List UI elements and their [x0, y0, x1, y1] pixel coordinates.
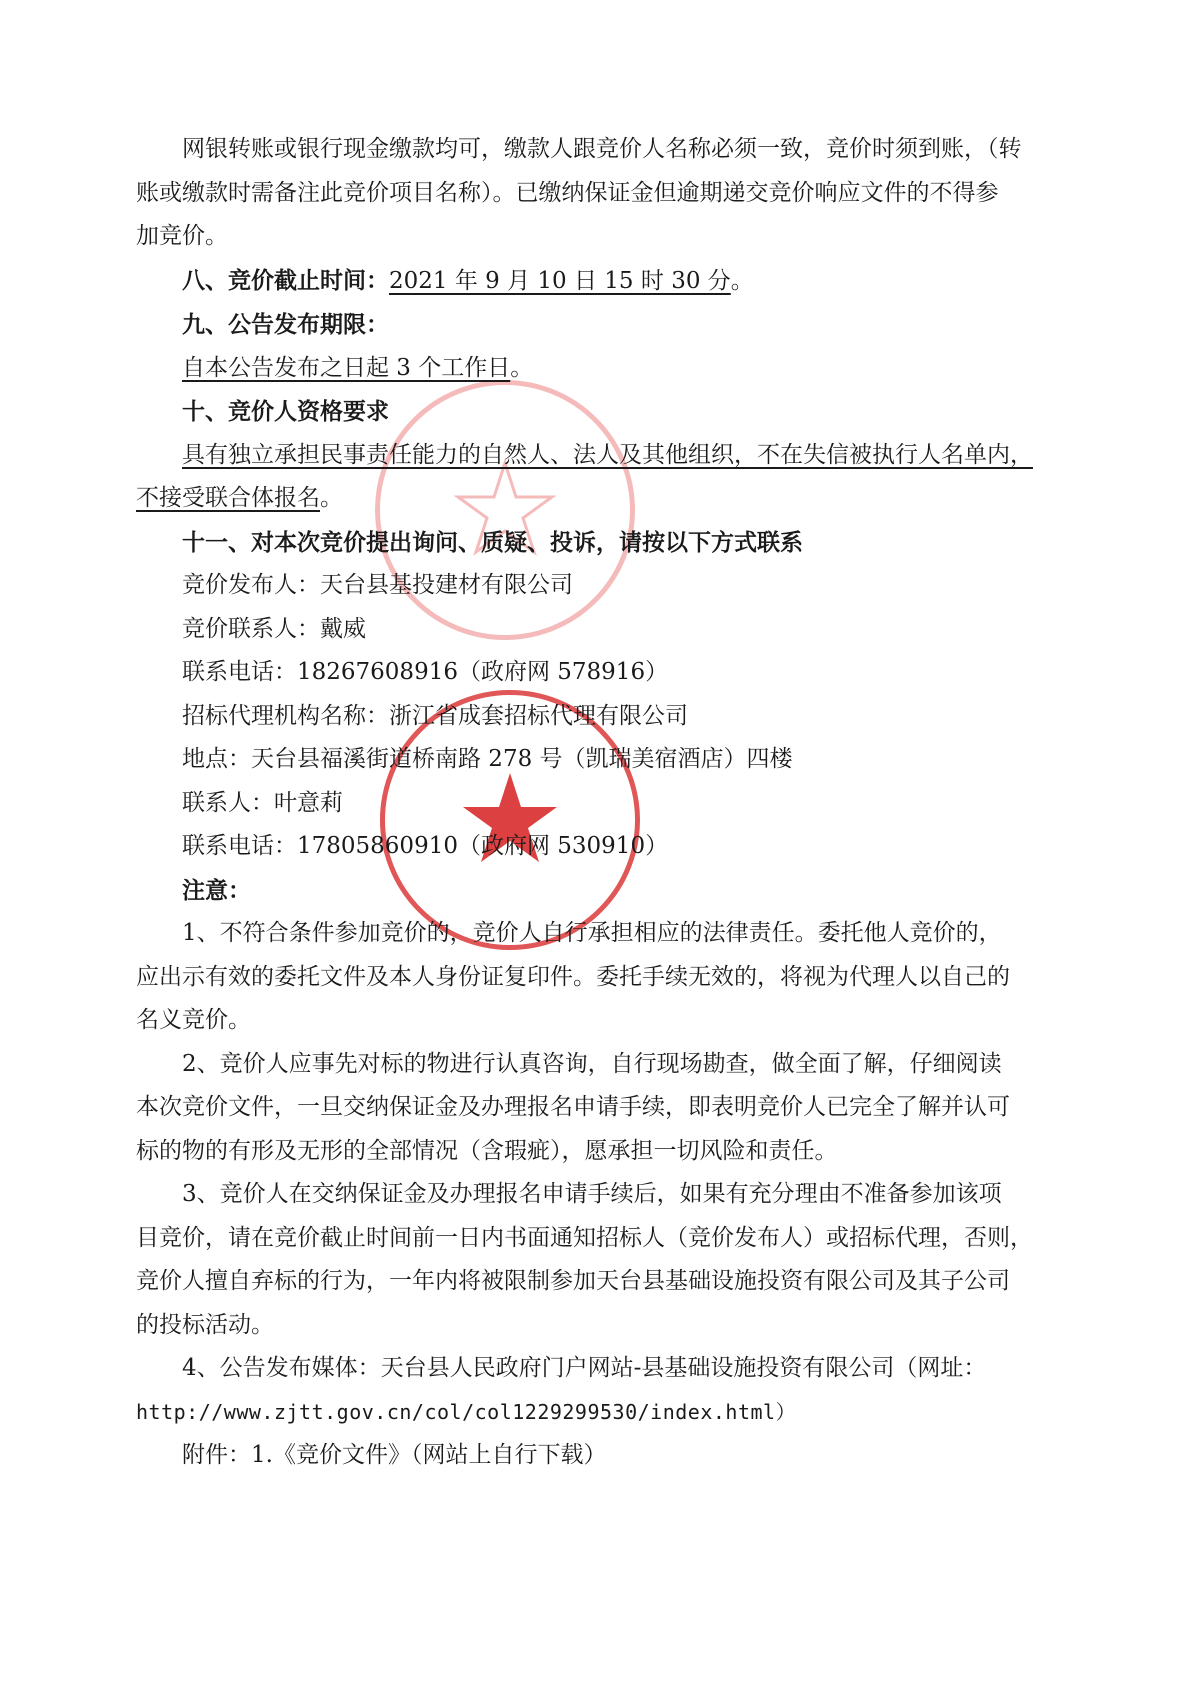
- phone-line: 联系电话：18267608916（政府网 578916）: [182, 659, 669, 685]
- paragraph-line: 网银转账或银行现金缴款均可，缴款人跟竞价人名称必须一致，竞价时须到账，（转: [182, 136, 1022, 162]
- note-line: 3、竞价人在交纳保证金及办理报名申请手续后，如果有充分理由不准备参加该项: [182, 1181, 1002, 1207]
- qualification-text: 具有独立承担民事责任能力的自然人、法人及其他组织，不在失信被执行人名单内，: [182, 441, 1033, 468]
- note-line: 的投标活动。: [136, 1311, 274, 1338]
- note-line: 应出示有效的委托文件及本人身份证复印件。委托手续无效的，将视为代理人以自己的: [136, 963, 1010, 990]
- deadline-value: 2021 年 9 月 10 日 15 时 30 分: [389, 267, 731, 294]
- contact-line: 竞价联系人：戴威: [182, 615, 366, 642]
- website-url[interactable]: http://www.zjtt.gov.cn/col/col1229299530/index.html）: [136, 1399, 797, 1424]
- qualification-text: 不接受联合体报名: [136, 485, 320, 511]
- section-10-title: 十、竞价人资格要求: [182, 398, 389, 425]
- publish-period: 自本公告发布之日起 3 个工作日: [182, 354, 511, 381]
- note-line: 目竞价，请在竞价截止时间前一日内书面通知招标人（竞价发布人）或招标代理，否则，: [136, 1224, 1033, 1251]
- section-8-deadline: [136, 259, 1056, 304]
- notice-body: [136, 128, 1056, 1478]
- qualification-end: 。: [320, 485, 343, 511]
- paragraph-line: 加竞价。: [136, 223, 228, 249]
- period-end: 。: [510, 354, 534, 381]
- note-line: 1、不符合条件参加竞价的，竞价人自行承担相应的法律责任。委托他人竞价的，: [182, 920, 1002, 946]
- note-line: 本次竞价文件，一旦交纳保证金及办理报名申请手续，即表明竞价人已完全了解并认可: [136, 1094, 1010, 1120]
- agency-line: 招标代理机构名称：浙江省成套招标代理有限公司: [182, 702, 688, 729]
- address-line: 地点：天台县福溪街道桥南路 278 号（凯瑞美宿酒店）四楼: [182, 746, 793, 772]
- qualification-line: [136, 434, 1056, 478]
- note-line: 名义竞价。: [136, 1007, 251, 1033]
- section-9-title: 九、公告发布期限：: [182, 311, 389, 338]
- paragraph-line: 账或缴款时需备注此竞价项目名称）。已缴纳保证金但逾期递交竞价响应文件的不得参: [136, 179, 999, 206]
- deadline-end: 。: [730, 267, 754, 294]
- note-line: 竞价人擅自弃标的行为，一年内将被限制参加天台县基础设施投资有限公司及其子公司: [136, 1268, 1010, 1294]
- notes-title: 注意：: [182, 876, 251, 904]
- deadline-label: 八、竞价截止时间：: [182, 266, 389, 294]
- section-11-title: 十一、对本次竞价提出询问、质疑、投诉，请按以下方式联系: [182, 528, 803, 556]
- section-9-value: [136, 347, 1056, 391]
- agency-phone-line: 联系电话：17805860910（政府网 530910）: [182, 833, 669, 859]
- qualification-line: [136, 477, 1056, 521]
- publisher-line: 竞价发布人：天台县基投建材有限公司: [182, 572, 573, 598]
- note-line: 2、竞价人应事先对标的物进行认真咨询，自行现场勘查，做全面了解，仔细阅读: [182, 1050, 1002, 1077]
- note-line: 4、公告发布媒体：天台县人民政府门户网站-县基础设施投资有限公司（网址：: [182, 1355, 987, 1381]
- attachment-line: 附件：1.《竞价文件》（网站上自行下载）: [182, 1442, 607, 1468]
- note-line: 标的物的有形及无形的全部情况（含瑕疵），愿承担一切风险和责任。: [136, 1137, 838, 1164]
- agency-contact-line: 联系人：叶意莉: [182, 789, 343, 816]
